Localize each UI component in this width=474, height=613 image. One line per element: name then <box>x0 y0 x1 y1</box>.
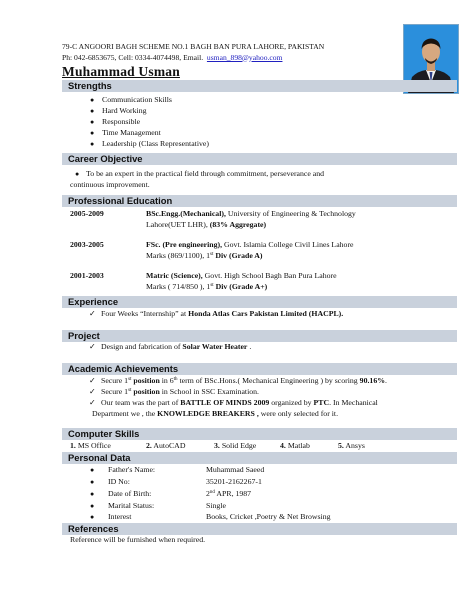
references-text: Reference will be furnished when required. <box>70 535 206 544</box>
section-strengths: Strengths <box>62 80 457 92</box>
section-personal-data: Personal Data <box>62 452 457 464</box>
personal-value: Single <box>206 501 226 510</box>
strength-item: Leadership (Class Representative) <box>102 139 209 148</box>
personal-label: Father's Name: <box>108 465 156 474</box>
section-academic-achievements: Academic Achievements <box>62 363 457 375</box>
personal-label: Marital Status: <box>108 501 155 510</box>
section-experience: Experience <box>62 296 457 308</box>
checkmark-icon: ✓ <box>89 398 96 407</box>
personal-label: Interest <box>108 512 132 521</box>
personal-label: ID No: <box>108 477 130 486</box>
achievement-item-continued: Department we , the KNOWLEDGE BREAKERS , were only selected for it. <box>92 409 339 418</box>
section-computer-skills: Computer Skills <box>62 428 457 440</box>
bullet-icon: ● <box>90 502 95 510</box>
personal-value: Books, Cricket ,Poetry & Net Browsing <box>206 512 331 521</box>
bullet-icon: ● <box>90 129 95 137</box>
computer-skill: 1. MS Office <box>70 441 111 450</box>
achievement-item: Our team was the part of BATTLE OF MINDS 2009 organized by PTC. In Mechanical <box>101 398 378 407</box>
bullet-icon: ● <box>90 140 95 148</box>
bullet-icon: ● <box>90 466 95 474</box>
education-detail: Marks ( 714/850 ), 1st Div (Grade A+) <box>146 282 268 291</box>
phone-line: Ph: 042-6853675, Cell: 0334-4074498, Email. usman_898@yahoo.com <box>62 52 283 62</box>
personal-value: 2nd APR, 1987 <box>206 489 252 498</box>
achievement-item: Secure 1st position in School in SSC Examination. <box>101 387 259 396</box>
bullet-icon: ● <box>90 107 95 115</box>
education-years: 2003-2005 <box>70 240 104 249</box>
computer-skill: 2. AutoCAD <box>146 441 186 450</box>
strength-item: Hard Working <box>102 106 147 115</box>
strength-item: Responsible <box>102 117 141 126</box>
education-years: 2001-2003 <box>70 271 104 280</box>
personal-value: 35201-2162267-1 <box>206 477 262 486</box>
checkmark-icon: ✓ <box>89 376 96 385</box>
project-item: Design and fabrication of Solar Water Heater . <box>101 342 252 351</box>
education-degree: BSc.Engg.(Mechanical), University of Engineering & Technology <box>146 209 356 218</box>
computer-skill: 5. Ansys <box>338 441 365 450</box>
address-line: 79-C ANGOORI BAGH SCHEME NO.1 BAGH BAN PURA LAHORE, PAKISTAN <box>62 42 325 51</box>
bullet-icon: ● <box>90 96 95 104</box>
checkmark-icon: ✓ <box>89 342 96 351</box>
section-education: Professional Education <box>62 195 457 207</box>
personal-label: Date of Birth: <box>108 489 152 498</box>
computer-skill: 4. Matlab <box>280 441 310 450</box>
education-degree: Matric (Science), Govt. High School Bagh Ban Pura Lahore <box>146 271 337 280</box>
education-detail: Marks (869/1100), 1st Div (Grade A) <box>146 251 263 260</box>
contact-block <box>62 42 324 63</box>
bullet-icon: ● <box>75 170 80 178</box>
checkmark-icon: ✓ <box>89 309 96 318</box>
experience-item: Four Weeks “Internship” at Honda Atlas Cars Pakistan Limited (HACPL). <box>101 309 344 318</box>
education-years: 2005-2009 <box>70 209 104 218</box>
strength-item: Communication Skills <box>102 95 172 104</box>
personal-value: Muhammad Saeed <box>206 465 265 474</box>
bullet-icon: ● <box>90 513 95 521</box>
checkmark-icon: ✓ <box>89 387 96 396</box>
bullet-icon: ● <box>90 490 95 498</box>
strength-item: Time Management <box>102 128 161 137</box>
bullet-icon: ● <box>90 478 95 486</box>
career-objective-line: To be an expert in the practical field through commitment, perseverance and <box>86 169 325 178</box>
section-references: References <box>62 523 457 535</box>
education-detail: Lahore(UET LHR), (83% Aggregate) <box>146 220 267 229</box>
career-objective-line: continuous improvement. <box>70 180 150 189</box>
bullet-icon: ● <box>90 118 95 126</box>
achievement-item: Secure 1st position in 6th term of BSc.Hons.( Mechanical Engineering ) by scoring 90.16%. <box>101 376 387 385</box>
email-link[interactable]: usman_898@yahoo.com <box>206 52 283 62</box>
section-career-objective: Career Objective <box>62 153 457 165</box>
applicant-name: Muhammad Usman <box>62 64 180 79</box>
computer-skill: 3. Solid Edge <box>214 441 257 450</box>
section-project: Project <box>62 330 457 342</box>
education-degree: FSc. (Pre engineering), Govt. Islamia College Civil Lines Lahore <box>146 240 354 249</box>
